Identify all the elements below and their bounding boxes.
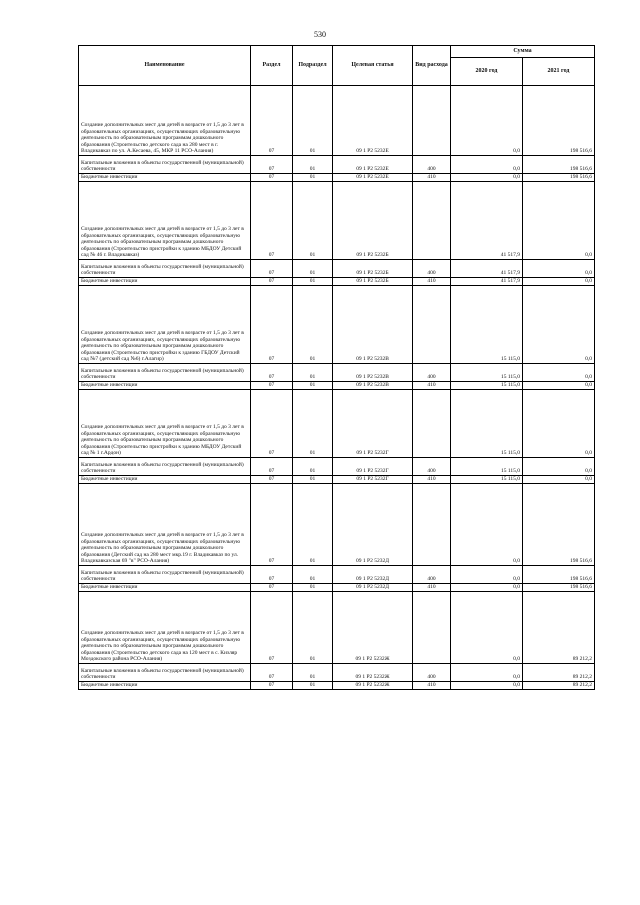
cell-vr: 410 (413, 174, 451, 182)
cell-sum-2021: 0,0 (523, 286, 595, 364)
cell-name: Создание дополнительных мест для детей в возрасте от 1,5 до 3 лет в образовательных организациях, осуществляющих образовательную деятельность по образовательным программам дошкольного образования (Строительство детского сада на 280 мест в г. Владикавказ по ул. А.Кесаева, 45, МКР 11 РСО-Алания) (79, 86, 251, 156)
cell-name: Создание дополнительных мест для детей в возрасте от 1,5 до 3 лет в образовательных организациях, осуществляющих образовательную деятельность по образовательным программам дошкольного образования (Строительство пристройки к зданию МБДОУ Детский сад № 46 г. Владикавказ) (79, 182, 251, 260)
cell-sum-2020: 41 517,9 (451, 278, 523, 286)
cell-razdel: 07 (251, 174, 293, 182)
cell-name: Капитальные вложения в объекты государственной (муниципальной) собственности (79, 566, 251, 584)
cell-sum-2021: 0,0 (523, 260, 595, 278)
cell-name: Капитальные вложения в объекты государственной (муниципальной) собственности (79, 664, 251, 682)
header-vr: Вид расхода (413, 46, 451, 86)
table-row (79, 382, 595, 390)
cell-sum-2021: 0,0 (523, 382, 595, 390)
cell-razdel: 07 (251, 484, 293, 566)
cell-csr: 09 1 P2 5232Ж (333, 682, 413, 690)
cell-razdel: 07 (251, 566, 293, 584)
cell-csr: 09 1 P2 5232Е (333, 156, 413, 174)
cell-sum-2020: 15 115,0 (451, 286, 523, 364)
cell-podrazdel: 01 (293, 484, 333, 566)
cell-name: Создание дополнительных мест для детей в возрасте от 1,5 до 3 лет в образовательных организациях, осуществляющих образовательную деятельность по образовательным программам дошкольного образования (Строительство пристройки к зданию ГБДОУ Детский сад №7 (детский сад №6) г.Алагир) (79, 286, 251, 364)
header-2021: 2021 год (523, 58, 595, 86)
cell-csr: 09 1 P2 5232В (333, 286, 413, 364)
table-row (79, 260, 595, 278)
cell-vr (413, 286, 451, 364)
cell-vr: 410 (413, 382, 451, 390)
cell-csr: 09 1 P2 5232В (333, 382, 413, 390)
cell-razdel: 07 (251, 458, 293, 476)
cell-sum-2020: 0,0 (451, 584, 523, 592)
cell-csr: 09 1 P2 5232Ж (333, 664, 413, 682)
cell-sum-2021: 89 212,2 (523, 592, 595, 664)
cell-razdel: 07 (251, 390, 293, 458)
cell-podrazdel: 01 (293, 182, 333, 260)
header-razdel: Раздел (251, 46, 293, 86)
cell-sum-2020: 0,0 (451, 156, 523, 174)
cell-sum-2020: 0,0 (451, 592, 523, 664)
cell-vr: 410 (413, 278, 451, 286)
cell-name: Капитальные вложения в объекты государственной (муниципальной) собственности (79, 156, 251, 174)
cell-podrazdel: 01 (293, 566, 333, 584)
cell-name: Создание дополнительных мест для детей в возрасте от 1,5 до 3 лет в образовательных организациях, осуществляющих образовательную деятельность по образовательным программам дошкольного образования (Строительство пристройки к зданию МБДОУ Детский сад № 1 г.Ардон) (79, 390, 251, 458)
cell-csr: 09 1 P2 5232Б (333, 278, 413, 286)
cell-sum-2021: 0,0 (523, 182, 595, 260)
cell-sum-2020: 41 517,9 (451, 182, 523, 260)
budget-table (78, 45, 595, 690)
cell-csr: 09 1 P2 5232Е (333, 174, 413, 182)
cell-csr: 09 1 P2 5232В (333, 364, 413, 382)
cell-name: Капитальные вложения в объекты государственной (муниципальной) собственности (79, 364, 251, 382)
cell-sum-2021: 89 212,2 (523, 664, 595, 682)
cell-vr: 400 (413, 156, 451, 174)
cell-csr: 09 1 P2 5232Г (333, 458, 413, 476)
cell-sum-2020: 0,0 (451, 682, 523, 690)
table-row (79, 286, 595, 364)
cell-sum-2021: 198 516,6 (523, 156, 595, 174)
cell-name: Бюджетные инвестиции (79, 476, 251, 484)
cell-sum-2020: 0,0 (451, 174, 523, 182)
cell-podrazdel: 01 (293, 86, 333, 156)
cell-podrazdel: 01 (293, 682, 333, 690)
cell-sum-2020: 0,0 (451, 664, 523, 682)
cell-podrazdel: 01 (293, 584, 333, 592)
cell-vr (413, 592, 451, 664)
cell-razdel: 07 (251, 156, 293, 174)
cell-razdel: 07 (251, 182, 293, 260)
cell-name: Бюджетные инвестиции (79, 382, 251, 390)
cell-razdel: 07 (251, 364, 293, 382)
cell-razdel: 07 (251, 286, 293, 364)
cell-razdel: 07 (251, 682, 293, 690)
cell-podrazdel: 01 (293, 458, 333, 476)
table-row (79, 484, 595, 566)
cell-sum-2021: 0,0 (523, 278, 595, 286)
cell-csr: 09 1 P2 5232Е (333, 86, 413, 156)
cell-podrazdel: 01 (293, 278, 333, 286)
header-sum: Сумма (451, 46, 595, 58)
cell-vr: 410 (413, 682, 451, 690)
table-row (79, 682, 595, 690)
cell-vr: 410 (413, 584, 451, 592)
table-row (79, 278, 595, 286)
cell-sum-2020: 15 115,0 (451, 476, 523, 484)
cell-sum-2020: 15 115,0 (451, 390, 523, 458)
table-row (79, 364, 595, 382)
cell-name: Бюджетные инвестиции (79, 584, 251, 592)
cell-sum-2021: 198 516,6 (523, 86, 595, 156)
cell-csr: 09 1 P2 5232Д (333, 584, 413, 592)
header-podrazdel: Подраздел (293, 46, 333, 86)
cell-podrazdel: 01 (293, 174, 333, 182)
cell-sum-2021: 89 212,2 (523, 682, 595, 690)
cell-name: Капитальные вложения в объекты государственной (муниципальной) собственности (79, 260, 251, 278)
cell-name: Бюджетные инвестиции (79, 174, 251, 182)
header-2020: 2020 год (451, 58, 523, 86)
header-csr: Целевая статья (333, 46, 413, 86)
cell-razdel: 07 (251, 664, 293, 682)
cell-name: Капитальные вложения в объекты государственной (муниципальной) собственности (79, 458, 251, 476)
cell-vr: 400 (413, 260, 451, 278)
cell-podrazdel: 01 (293, 260, 333, 278)
cell-vr: 400 (413, 566, 451, 584)
cell-sum-2021: 198 516,6 (523, 174, 595, 182)
table-row (79, 584, 595, 592)
cell-razdel: 07 (251, 382, 293, 390)
table-row (79, 86, 595, 156)
cell-vr (413, 484, 451, 566)
header-name: Наименование (79, 46, 251, 86)
cell-razdel: 07 (251, 592, 293, 664)
cell-sum-2020: 0,0 (451, 566, 523, 584)
cell-csr: 09 1 P2 5232Б (333, 182, 413, 260)
table-row (79, 390, 595, 458)
table-row (79, 592, 595, 664)
cell-razdel: 07 (251, 278, 293, 286)
cell-name: Бюджетные инвестиции (79, 278, 251, 286)
cell-vr: 410 (413, 476, 451, 484)
table-body (79, 86, 595, 690)
cell-name: Создание дополнительных мест для детей в возрасте от 1,5 до 3 лет в образовательных организациях, осуществляющих образовательную деятельность по образовательным программам дошкольного образования (Детский сад на 280 мест мкр.19 г. Владикавказ по ул. Владикавказская 69 "в" РСО-Алания) (79, 484, 251, 566)
table-row (79, 476, 595, 484)
cell-sum-2020: 15 115,0 (451, 458, 523, 476)
cell-vr: 400 (413, 458, 451, 476)
cell-csr: 09 1 P2 5232Д (333, 566, 413, 584)
cell-sum-2021: 0,0 (523, 458, 595, 476)
table-row (79, 156, 595, 174)
cell-vr (413, 86, 451, 156)
cell-vr (413, 390, 451, 458)
cell-csr: 09 1 P2 5232Б (333, 260, 413, 278)
cell-sum-2021: 0,0 (523, 364, 595, 382)
cell-csr: 09 1 P2 5232Д (333, 484, 413, 566)
cell-vr: 400 (413, 364, 451, 382)
cell-vr (413, 182, 451, 260)
cell-sum-2021: 198 516,6 (523, 584, 595, 592)
cell-sum-2020: 15 115,0 (451, 382, 523, 390)
table-row (79, 182, 595, 260)
cell-podrazdel: 01 (293, 664, 333, 682)
cell-csr: 09 1 P2 5232Ж (333, 592, 413, 664)
cell-sum-2020: 15 115,0 (451, 364, 523, 382)
cell-name: Создание дополнительных мест для детей в возрасте от 1,5 до 3 лет в образовательных организациях, осуществляющих образовательную деятельность по образовательным программам дошкольного образования (Строительство детского сада на 120 мест в с. Кизляр Моздокского района РСО-Алания) (79, 592, 251, 664)
cell-csr: 09 1 P2 5232Г (333, 476, 413, 484)
table-row (79, 458, 595, 476)
cell-csr: 09 1 P2 5232Г (333, 390, 413, 458)
cell-podrazdel: 01 (293, 364, 333, 382)
table-row (79, 566, 595, 584)
cell-sum-2020: 41 517,9 (451, 260, 523, 278)
cell-sum-2021: 0,0 (523, 390, 595, 458)
cell-sum-2021: 198 516,6 (523, 566, 595, 584)
cell-name: Бюджетные инвестиции (79, 682, 251, 690)
cell-podrazdel: 01 (293, 286, 333, 364)
cell-sum-2020: 0,0 (451, 86, 523, 156)
table-row (79, 664, 595, 682)
cell-razdel: 07 (251, 86, 293, 156)
cell-podrazdel: 01 (293, 156, 333, 174)
cell-razdel: 07 (251, 584, 293, 592)
cell-podrazdel: 01 (293, 390, 333, 458)
page-number: 530 (314, 30, 326, 39)
cell-podrazdel: 01 (293, 382, 333, 390)
table-row (79, 174, 595, 182)
cell-vr: 400 (413, 664, 451, 682)
cell-razdel: 07 (251, 260, 293, 278)
cell-podrazdel: 01 (293, 476, 333, 484)
cell-sum-2021: 198 516,6 (523, 484, 595, 566)
cell-razdel: 07 (251, 476, 293, 484)
cell-sum-2020: 0,0 (451, 484, 523, 566)
cell-podrazdel: 01 (293, 592, 333, 664)
cell-sum-2021: 0,0 (523, 476, 595, 484)
